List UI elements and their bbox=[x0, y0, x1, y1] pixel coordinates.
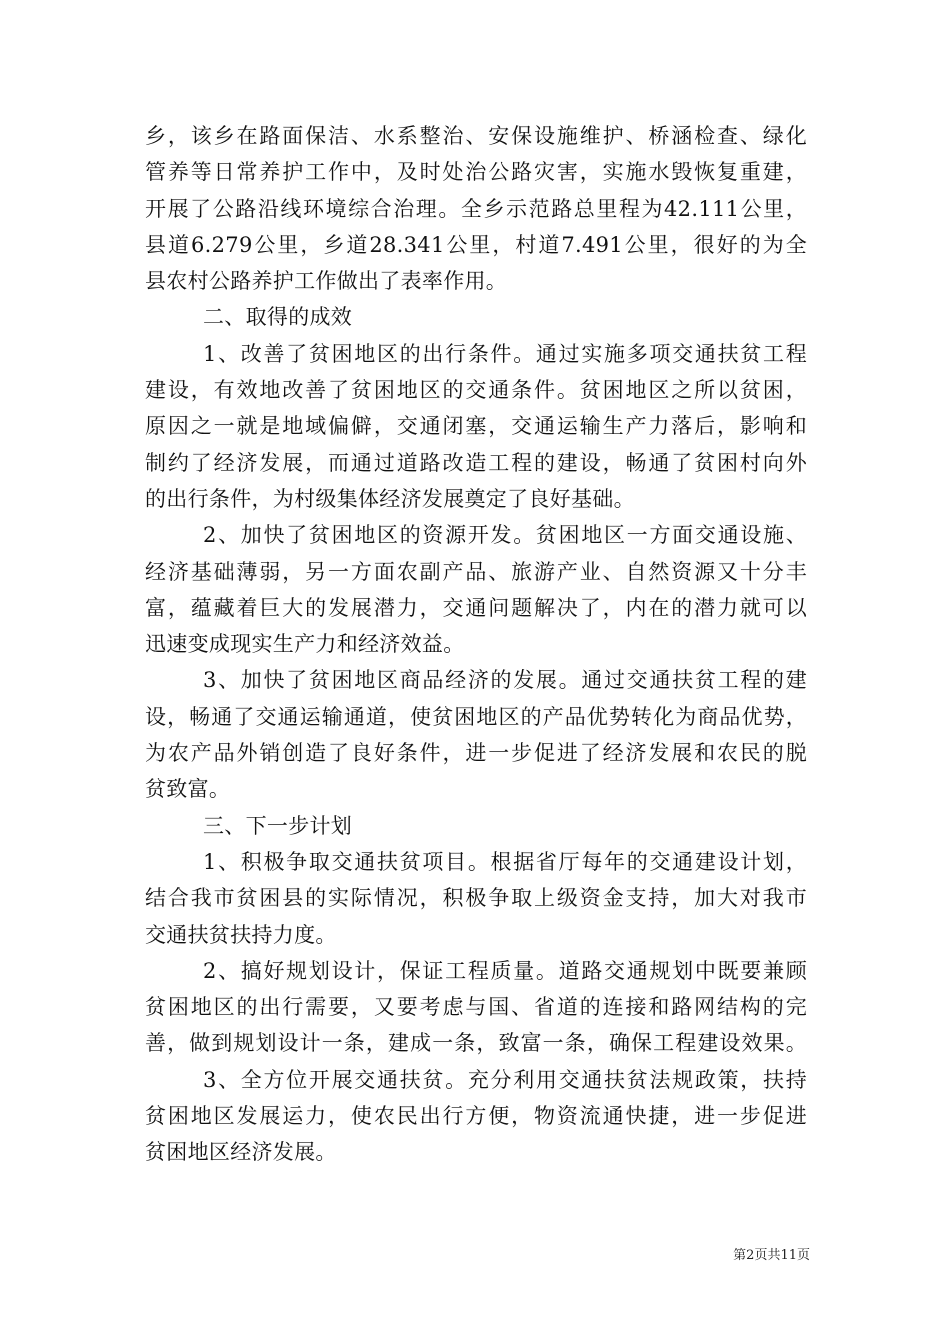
text-line: 3、全方位开展交通扶贫。充分利用交通扶贫法规政策，扶持 bbox=[203, 1067, 807, 1092]
text-line: 贫致富。 bbox=[145, 777, 231, 802]
text-line: 贫困地区的出行需要，又要考虑与国、省道的连接和路网结构的完 bbox=[145, 995, 807, 1020]
text-line: 1、改善了贫困地区的出行条件。通过实施多项交通扶贫工程 bbox=[203, 341, 807, 366]
text-line: 2、搞好规划设计，保证工程质量。道路交通规划中既要兼顾 bbox=[203, 958, 807, 983]
page-number-footer: 第2页共11页 bbox=[733, 1248, 810, 1263]
text-line: 设，畅通了交通运输通道，使贫困地区的产品优势转化为商品优势， bbox=[145, 704, 807, 729]
section-heading-achievements: 二、取得的成效 bbox=[203, 305, 353, 330]
text-line: 制约了经济发展，而通过道路改造工程的建设，畅通了贫困村向外 bbox=[145, 450, 807, 475]
document-body bbox=[145, 118, 807, 1171]
text-line: 富，蕴藏着巨大的发展潜力，交通问题解决了，内在的潜力就可以 bbox=[145, 595, 807, 620]
text-line: 迅速变成现实生产力和经济效益。 bbox=[145, 632, 465, 657]
text-line: 贫困地区发展运力，使农民出行方便，物资流通快捷，进一步促进 bbox=[145, 1104, 807, 1129]
text-line: 管养等日常养护工作中，及时处治公路灾害，实施水毁恢复重建， bbox=[145, 160, 807, 185]
text-line: 2、加快了贫困地区的资源开发。贫困地区一方面交通设施、 bbox=[203, 523, 807, 548]
text-line: 乡，该乡在路面保洁、水系整治、安保设施维护、桥涵检查、绿化 bbox=[145, 124, 807, 148]
text-line: 的出行条件，为村级集体经济发展奠定了良好基础。 bbox=[145, 486, 635, 511]
section-heading-next-steps: 三、下一步计划 bbox=[203, 813, 353, 838]
text-line: 经济基础薄弱，另一方面农副产品、旅游产业、自然资源又十分丰 bbox=[145, 559, 807, 584]
text-line: 交通扶贫扶持力度。 bbox=[145, 922, 337, 947]
text-line: 为农产品外销创造了良好条件，进一步促进了经济发展和农民的脱 bbox=[145, 741, 807, 766]
text-line: 1、积极争取交通扶贫项目。根据省厅每年的交通建设计划， bbox=[203, 849, 807, 874]
text-line: 原因之一就是地域偏僻，交通闭塞，交通运输生产力落后，影响和 bbox=[145, 414, 807, 439]
text-line: 县道6.279公里，乡道28.341公里，村道7.491公里，很好的为全 bbox=[145, 232, 807, 257]
text-line: 结合我市贫困县的实际情况，积极争取上级资金支持，加大对我市 bbox=[145, 886, 807, 911]
text-line: 建设，有效地改善了贫困地区的交通条件。贫困地区之所以贫困， bbox=[145, 378, 807, 403]
text-line: 3、加快了贫困地区商品经济的发展。通过交通扶贫工程的建 bbox=[203, 668, 807, 693]
text-line: 善，做到规划设计一条，建成一条，致富一条，确保工程建设效果。 bbox=[145, 1031, 807, 1056]
text-line: 开展了公路沿线环境综合治理。全乡示范路总里程为42.111公里， bbox=[145, 196, 807, 221]
text-line: 贫困地区经济发展。 bbox=[145, 1140, 337, 1165]
text-line: 县农村公路养护工作做出了表率作用。 bbox=[145, 269, 508, 294]
